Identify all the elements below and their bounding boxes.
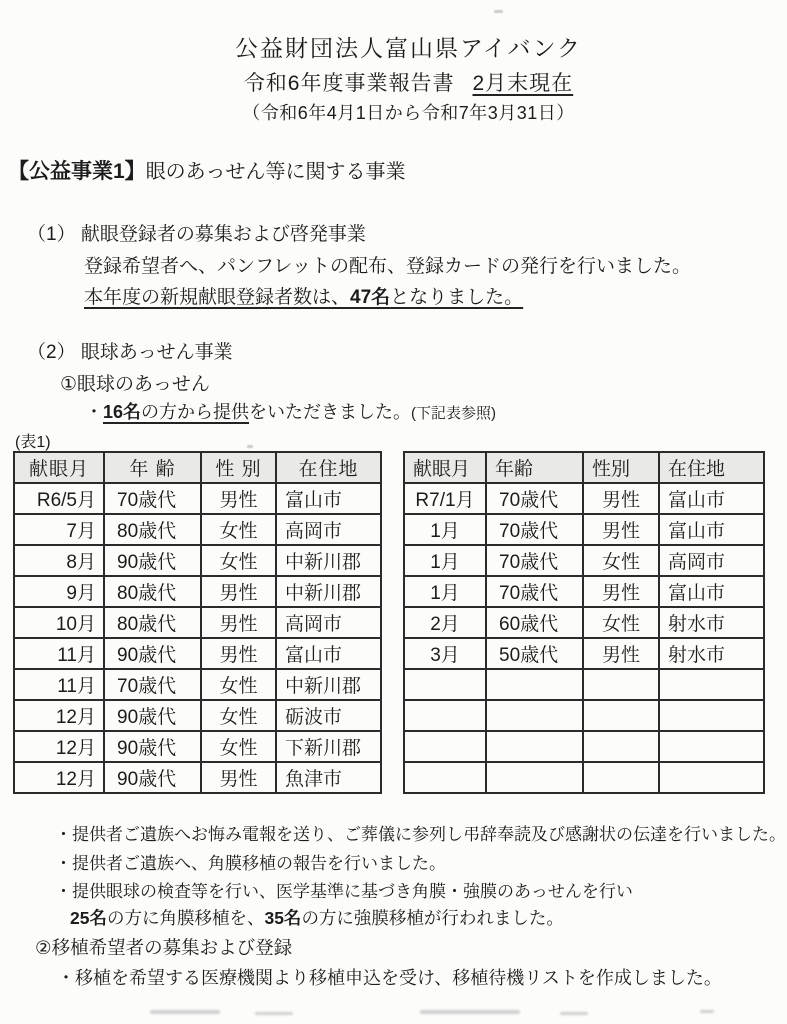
table-row bbox=[404, 483, 764, 514]
table-cell: 90歳代 bbox=[104, 545, 201, 576]
table-cell: 男性 bbox=[583, 638, 659, 669]
sclera-transplant-count: 35名 bbox=[264, 908, 302, 928]
table-cell: 11月 bbox=[14, 669, 104, 700]
organization-title: 公益財団法人富山県アイバンク bbox=[234, 35, 582, 61]
item1-label: （1） 献眼登録者の募集および啓発事業 bbox=[27, 224, 366, 245]
table-cell: 80歳代 bbox=[104, 576, 201, 607]
table-cell bbox=[404, 700, 486, 731]
sub2-label: ②移植希望者の募集および登録 bbox=[35, 937, 293, 958]
section-heading-rest: 眼のあっせん等に関する事業 bbox=[145, 161, 406, 183]
table-cell: 70歳代 bbox=[486, 545, 583, 576]
table-row bbox=[404, 731, 764, 762]
table-cell bbox=[583, 762, 659, 793]
scan-smudge bbox=[700, 1010, 714, 1013]
scan-smudge bbox=[255, 1012, 293, 1015]
table-cell: 12月 bbox=[14, 731, 104, 762]
table-cell bbox=[404, 669, 486, 700]
table-row bbox=[404, 669, 764, 700]
table-cell bbox=[583, 700, 659, 731]
table-header-cell: 性 別 bbox=[201, 452, 276, 483]
table-cell: 2月 bbox=[404, 607, 486, 638]
table-cell: 女性 bbox=[201, 545, 276, 576]
table-cell: 富山市 bbox=[276, 638, 381, 669]
table-cell: 女性 bbox=[201, 731, 276, 762]
item2-bullet-rest: をいただきました。 bbox=[249, 402, 412, 422]
donor-count-rest: の方から提供 bbox=[141, 402, 250, 422]
table-cell bbox=[486, 731, 583, 762]
table-cell: 女性 bbox=[583, 607, 659, 638]
report-period: （令和6年4月1日から令和7年3月31日） bbox=[242, 103, 575, 123]
table-cell: 中新川郡 bbox=[276, 545, 381, 576]
table-cell bbox=[486, 762, 583, 793]
table-cell: R6/5月 bbox=[14, 483, 104, 514]
table-cell: 男性 bbox=[583, 483, 659, 514]
table-cell: 中新川郡 bbox=[276, 669, 381, 700]
table-cell: 80歳代 bbox=[104, 607, 201, 638]
table-row bbox=[14, 514, 381, 545]
table-header-cell: 在住地 bbox=[276, 452, 381, 483]
item1-line2-pre: 本年度の新規献眼登録者数は、 bbox=[84, 287, 351, 308]
table-row bbox=[404, 638, 764, 669]
table-header-row bbox=[14, 452, 381, 483]
table-cell: 50歳代 bbox=[486, 638, 583, 669]
table-cell: 90歳代 bbox=[104, 700, 201, 731]
table-cell: 女性 bbox=[201, 700, 276, 731]
table-cell: 10月 bbox=[14, 607, 104, 638]
table-cell: 70歳代 bbox=[486, 576, 583, 607]
table-cell: 女性 bbox=[201, 669, 276, 700]
note-condolence: ・提供者ご遺族へお悔み電報を送り、ご葬儀に参列し弔辞奉読及び感謝状の伝達を行いました。 bbox=[55, 825, 786, 844]
table1-label: (表1) bbox=[15, 434, 51, 451]
table-reference-note: (下記表参照) bbox=[411, 405, 497, 422]
table-row bbox=[404, 607, 764, 638]
table-cell: 70歳代 bbox=[486, 483, 583, 514]
donor-count-underlined bbox=[103, 402, 249, 422]
table-cell: 射水市 bbox=[659, 638, 764, 669]
item1-line2-underlined bbox=[84, 287, 523, 308]
table-cell: 男性 bbox=[201, 762, 276, 793]
table-cell: 女性 bbox=[583, 545, 659, 576]
result-post-text: の方に強膜移植が行われました。 bbox=[301, 908, 564, 928]
scan-smudge bbox=[560, 1012, 588, 1015]
scan-smudge bbox=[420, 1010, 520, 1014]
table-cell: 中新川郡 bbox=[276, 576, 381, 607]
table-cell: 12月 bbox=[14, 700, 104, 731]
table-cell: 高岡市 bbox=[276, 514, 381, 545]
table-cell: 富山市 bbox=[659, 483, 764, 514]
table-header-cell: 年齢 bbox=[486, 452, 583, 483]
table-row bbox=[14, 762, 381, 793]
table-cell: 富山市 bbox=[276, 483, 381, 514]
table-cell: 3月 bbox=[404, 638, 486, 669]
table-row bbox=[14, 576, 381, 607]
table-header-cell: 性別 bbox=[583, 452, 659, 483]
item1-line1: 登録希望者へ、パンフレットの配布、登録カードの発行を行いました。 bbox=[84, 256, 692, 277]
item2-label: （2） 眼球あっせん事業 bbox=[27, 342, 233, 363]
table-cell: 女性 bbox=[201, 514, 276, 545]
table-cell: 70歳代 bbox=[486, 514, 583, 545]
table-cell: 1月 bbox=[404, 545, 486, 576]
section-heading bbox=[8, 155, 406, 185]
table-cell bbox=[404, 762, 486, 793]
table-cell: 9月 bbox=[14, 576, 104, 607]
table-cell: 富山市 bbox=[659, 514, 764, 545]
cornea-transplant-count: 25名 bbox=[70, 908, 107, 928]
table-cell bbox=[486, 669, 583, 700]
table-cell: 70歳代 bbox=[104, 669, 201, 700]
donor-table-left bbox=[13, 451, 382, 794]
item2-sub1: ①眼球のあっせん bbox=[60, 374, 210, 395]
table-cell: 富山市 bbox=[659, 576, 764, 607]
table-row bbox=[14, 700, 381, 731]
scan-speck bbox=[247, 445, 253, 448]
table-cell: 90歳代 bbox=[104, 638, 201, 669]
table-row bbox=[404, 762, 764, 793]
scan-speck bbox=[494, 10, 503, 13]
table-header-cell: 献眼月 bbox=[404, 452, 486, 483]
table-cell: 下新川郡 bbox=[276, 731, 381, 762]
table-cell: 90歳代 bbox=[104, 762, 201, 793]
table-row bbox=[14, 731, 381, 762]
table-cell: 男性 bbox=[201, 576, 276, 607]
table-cell: 男性 bbox=[583, 576, 659, 607]
table-cell: 12月 bbox=[14, 762, 104, 793]
table-cell: 高岡市 bbox=[276, 607, 381, 638]
bullet-mark: ・ bbox=[85, 402, 103, 422]
report-title-text: 令和6年度事業報告書 bbox=[243, 72, 455, 95]
scan-smudge bbox=[150, 1010, 220, 1014]
table-cell bbox=[659, 700, 764, 731]
table-header-cell: 年 齢 bbox=[104, 452, 201, 483]
item2-bullet bbox=[85, 398, 496, 424]
donor-count: 16名 bbox=[103, 402, 142, 422]
report-subtitle bbox=[30, 67, 787, 97]
table-row bbox=[14, 669, 381, 700]
table-cell: 男性 bbox=[583, 514, 659, 545]
table-cell bbox=[583, 731, 659, 762]
table-row bbox=[404, 514, 764, 545]
table-row bbox=[14, 607, 381, 638]
table-cell: 砺波市 bbox=[276, 700, 381, 731]
result-mid-text: の方に角膜移植を、 bbox=[106, 908, 265, 928]
table-cell: 60歳代 bbox=[486, 607, 583, 638]
table-header-cell: 在住地 bbox=[659, 452, 764, 483]
donor-table-right bbox=[403, 451, 765, 794]
table-cell: 11月 bbox=[14, 638, 104, 669]
table-cell: R7/1月 bbox=[404, 483, 486, 514]
table-cell: 魚津市 bbox=[276, 762, 381, 793]
table-cell bbox=[659, 669, 764, 700]
as-of-date: 2月末現在 bbox=[472, 72, 574, 95]
table-cell bbox=[659, 731, 764, 762]
table-cell: 1月 bbox=[404, 576, 486, 607]
table-row bbox=[404, 576, 764, 607]
table-row bbox=[404, 545, 764, 576]
table-cell: 男性 bbox=[201, 607, 276, 638]
table-header-cell: 献眼月 bbox=[14, 452, 104, 483]
table-cell: 70歳代 bbox=[104, 483, 201, 514]
table-row bbox=[14, 483, 381, 514]
table-cell: 高岡市 bbox=[659, 545, 764, 576]
new-registrant-count: 47名 bbox=[350, 287, 391, 308]
item1-line2-post: となりました。 bbox=[390, 287, 524, 308]
table-row bbox=[404, 700, 764, 731]
sub2-bullet: ・移植を希望する医療機関より移植申込を受け、移植待機リストを作成しました。 bbox=[57, 968, 722, 988]
table-row bbox=[14, 545, 381, 576]
table-row bbox=[14, 638, 381, 669]
section-heading-bracket: 【公益事業1】 bbox=[8, 160, 146, 183]
table-cell: 男性 bbox=[201, 483, 276, 514]
table-cell bbox=[659, 762, 764, 793]
note-inspection: ・提供眼球の検査等を行い、医学基準に基づき角膜・強膜のあっせんを行い bbox=[55, 882, 633, 901]
table-cell: 1月 bbox=[404, 514, 486, 545]
item1-line2 bbox=[84, 282, 523, 309]
note-transplant-result bbox=[70, 905, 564, 930]
table-cell bbox=[404, 731, 486, 762]
table-cell: 8月 bbox=[14, 545, 104, 576]
table-cell: 7月 bbox=[14, 514, 104, 545]
note-transplant-report: ・提供者ご遺族へ、角膜移植の報告を行いました。 bbox=[55, 854, 446, 873]
table-cell bbox=[486, 700, 583, 731]
table-header-row bbox=[404, 452, 764, 483]
table-cell bbox=[583, 669, 659, 700]
table-cell: 80歳代 bbox=[104, 514, 201, 545]
table-cell: 男性 bbox=[201, 638, 276, 669]
table-cell: 射水市 bbox=[659, 607, 764, 638]
table-cell: 90歳代 bbox=[104, 731, 201, 762]
